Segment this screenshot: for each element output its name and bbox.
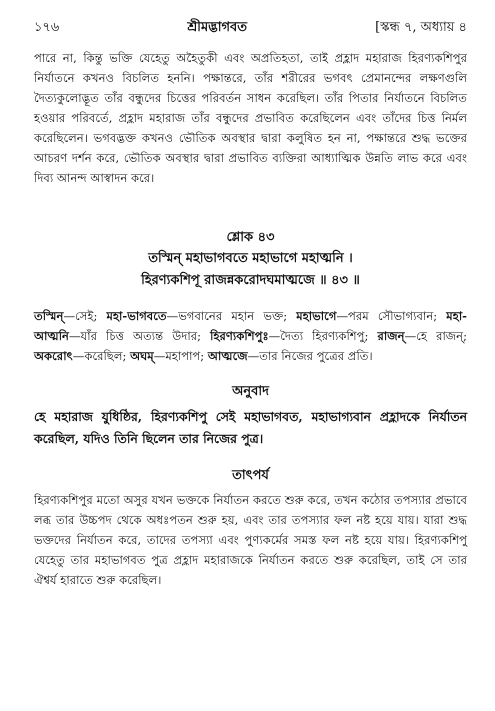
synonym-meaning: —দৈত্য হিরণ্যকশিপু;	[268, 329, 378, 343]
synonym-meaning: —মহাপাপ;	[153, 349, 208, 363]
synonym-word: মহা-আত্মনি	[34, 309, 467, 343]
page-header	[34, 18, 467, 44]
synonym-meaning: —যাঁর চিত্ত অত্যন্ত উদার;	[68, 329, 211, 343]
translation-title: অনুবাদ	[232, 384, 269, 399]
verse-title: শ্লোক ৪৩	[226, 230, 275, 245]
synonym-meaning: —করেছিল;	[72, 349, 131, 363]
synonym-meaning: —হে রাজন্;	[404, 329, 468, 343]
chapter-reference: [স্কন্ধ ৭, অধ্যায় ৪	[375, 20, 467, 35]
synonym-word: মহা-ভাগবতে	[106, 309, 167, 323]
synonym-meaning: —পরম সৌভাগ্যবান;	[336, 309, 447, 323]
page-number: ১৭৬	[34, 20, 60, 35]
synonym-word: অঘম্	[130, 349, 154, 363]
synonym-word: মহাভাগে	[296, 309, 337, 323]
book-title: শ্রীমদ্ভাগবত	[187, 20, 248, 35]
intro-paragraph: পারে না, কিন্তু ভক্তি যেহেতু অহৈতুকী এবং অপ্রতিহতা, তাই প্রহ্লাদ মহারাজ হিরণ্যকশিপুর নির্যাতনে কখনও বিচলিত হননি। পক্ষান্তরে, তাঁর শরীরের ভগবৎ প্রেমানন্দের লক্ষণগুলি দৈত্যকুলোদ্ভূত তাঁর বন্ধুদের চিত্তের পরিবর্তন সাধন করেছিল। তাঁর পিতার নির্যাতনে বিচলিত হওয়ার পরিবর্তে, প্রহ্লাদ মহারাজ তাঁর বন্ধুদের প্রভাবিত করেছিলেন এবং তাঁদের চিত্ত নির্মল করেছিলেন। ভগবদ্ভক্ত কখনও ভৌতিক অবস্থার দ্বারা কলুষিত হন না, পক্ষান্তরে শুদ্ধ ভক্তের আচরণ দর্শন করে, ভৌতিক অবস্থার দ্বারা প্রভাবিত ব্যক্তিরা আধ্যাত্মিক উন্নতি লাভ করে এবং দিব্য আনন্দ আস্বাদন করে।	[34, 51, 467, 185]
synonym-word: অকরোৎ	[34, 349, 73, 363]
synonym-word: হিরণ্যকশিপুঃ	[210, 329, 269, 343]
word-meanings	[34, 306, 467, 366]
synonym-meaning: —তার নিজের পুত্রের প্রতি।	[247, 349, 373, 363]
purport-title: তাৎপর্য	[232, 468, 269, 483]
synonym-word: আত্মজে	[207, 349, 248, 363]
purport-text: হিরণ্যকশিপুর মতো অসুর যখন ভক্তকে নির্যাতন করতে শুরু করে, তখন কঠোর তপস্যার প্রভাবে লব্ধ তার উচ্চপদ থেকে অধঃপতন শুরু হয়, এবং তার তপস্যার ফল নষ্ট হয়ে যায়। যারা শুদ্ধ ভক্তদের নির্যাতন করে, তাদের তপস্যা এবং পুণ্যকর্মের সমস্ত ফল নষ্ট হয়ে যায়। হিরণ্যকশিপু যেহেতু তার মহাভাগবত পুত্র প্রহ্লাদ মহারাজকে নির্যাতন করতে শুরু করেছিল, তাই সে তার ঐশ্বর্য হারাতে শুরু করেছিল।	[34, 493, 467, 587]
synonym-meaning: —ভগবানের মহান ভক্ত;	[166, 309, 297, 323]
synonym-word: তস্মিন্	[34, 309, 64, 323]
synonym-word: রাজন্	[377, 329, 405, 343]
synonym-meaning: —সেই;	[63, 309, 107, 323]
translation-text: হে মহারাজ যুধিষ্ঠির, হিরণ্যকশিপু সেই মহাভাগবত, মহাভাগ্যবান প্রহ্লাদকে নির্যাতন করেছিল, যদিও তিনি ছিলেন তার নিজের পুত্র।	[34, 409, 467, 446]
verse-line-1: তস্মিন্ মহাভাগবতে মহাভাগে মহাত্মনি ।	[148, 251, 353, 266]
verse-line-2: হিরণ্যকশিপূ রাজন্নকরোদঘমাত্মজে ॥ ৪৩ ॥	[141, 273, 360, 288]
verse-block	[34, 228, 467, 292]
